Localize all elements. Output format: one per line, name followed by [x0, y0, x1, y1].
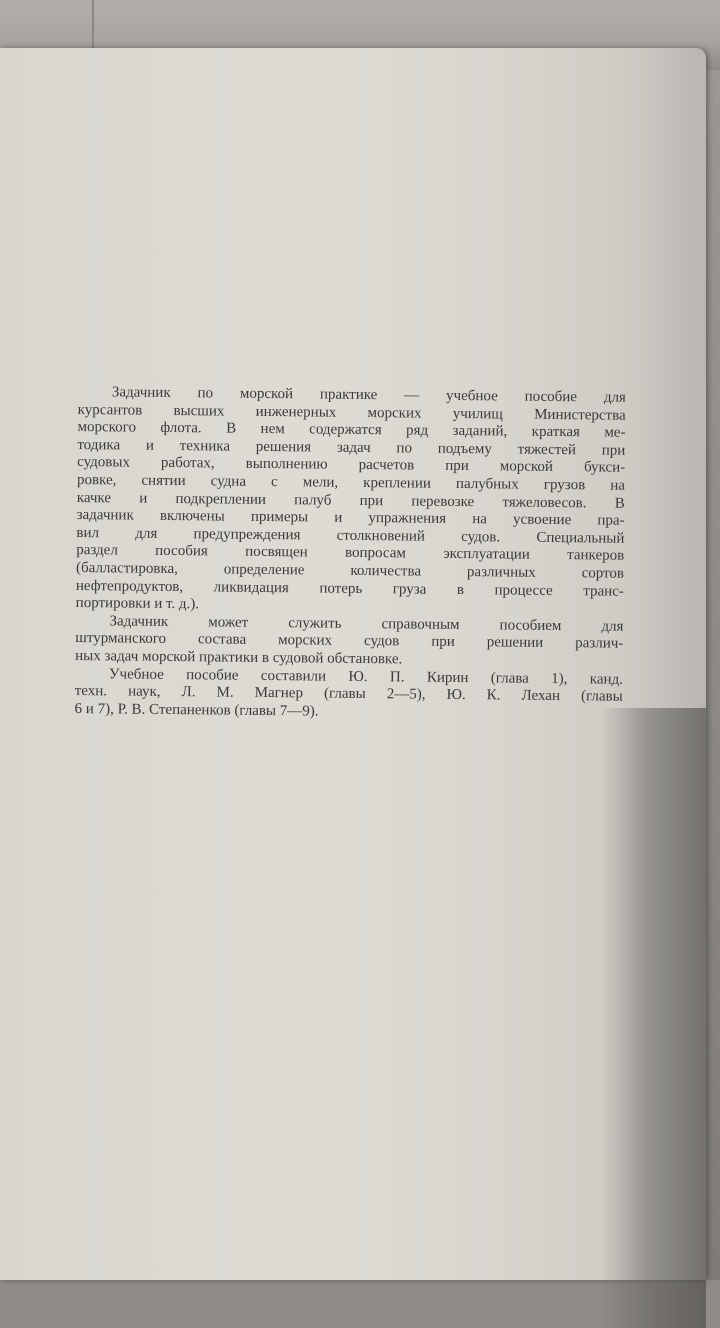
text-line: морского флота. В нем содержатся ряд заданий, краткая ме- — [77, 419, 626, 441]
text-line: ровке, снятии судна с мели, креплении палубных грузов на — [76, 471, 626, 494]
paragraph-usage — [75, 613, 624, 672]
text-line: нефтепродуктов, ликвидация потерь груза в процессе транс- — [75, 577, 624, 600]
text-line: штурманского состава морских судов при решении различ- — [75, 630, 624, 653]
text-line: Задачник может служить справочным пособием для — [109, 613, 624, 635]
text-line: вил для предупреждения столкновений судов. Специальный — [76, 524, 625, 547]
text-line: задачник включены примеры и упражнения на усвоение пра- — [76, 507, 625, 529]
text-line: раздел пособия посвящен вопросам эксплуатации танкеров — [76, 542, 625, 565]
text-line: судовых работах, выполнению расчетов при морской букси- — [77, 454, 626, 477]
text-line: (балластировка, определение количества различных сортов — [75, 559, 625, 582]
text-line: курсантов высших инженерных морских училищ Министерства — [77, 401, 626, 424]
paragraph-description — [76, 384, 626, 618]
text-line: тодика и техника решения задач по подъему тяжестей при — [77, 436, 626, 459]
text-line: Задачник по морской практике — учебное пособие для — [111, 384, 626, 406]
annotation-text — [74, 384, 625, 724]
text-line: техн. наук, Л. М. Магнер (главы 2—5), Ю. К. Лехан (главы — [74, 683, 623, 705]
text-line: Учебное пособие составили Ю. П. Кирин (глава 1), канд. — [108, 665, 624, 688]
page-shadow — [600, 708, 706, 1328]
text-line: портировки и т. д.). — [75, 595, 200, 613]
text-line: 6 и 7), Р. В. Степаненков (главы 7—9). — [74, 700, 319, 720]
text-line: качке и подкреплении палуб при перевозке тяжеловесов. В — [76, 489, 625, 512]
paragraph-authors — [74, 665, 623, 724]
text-line: ных задач морской практики в судовой обстановке. — [75, 647, 403, 668]
